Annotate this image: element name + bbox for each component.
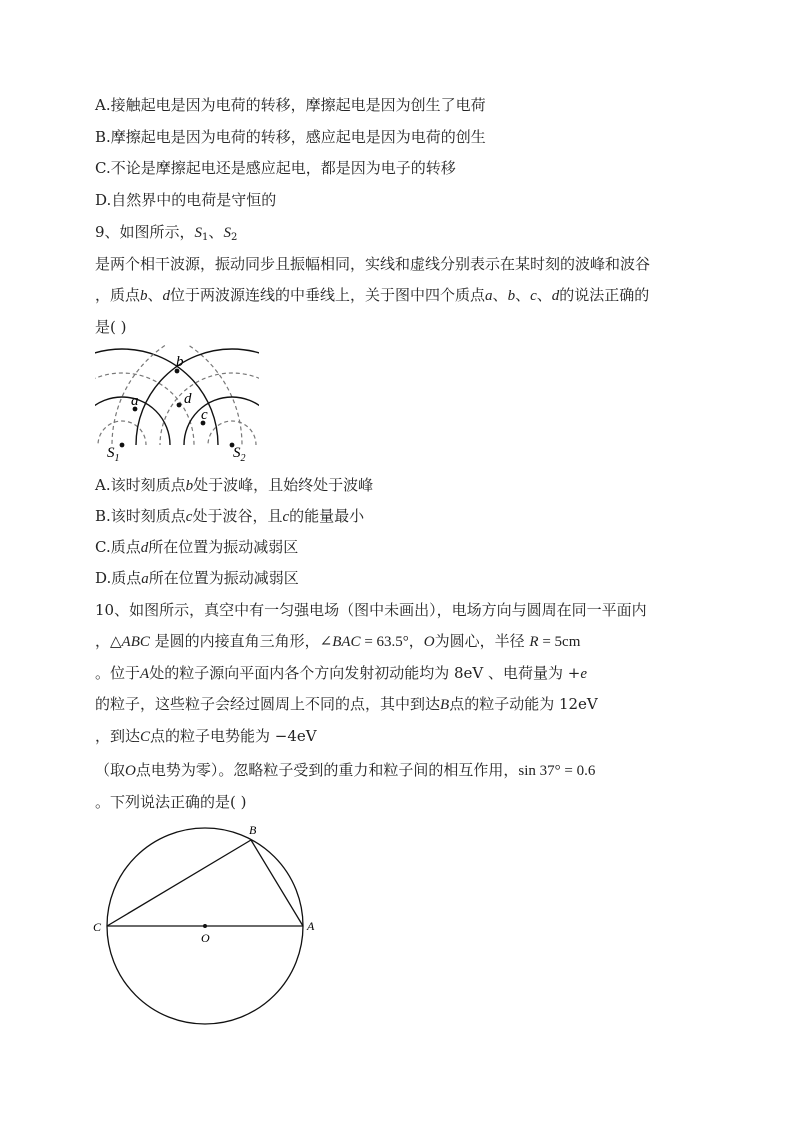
point-a-label: a (131, 393, 139, 409)
q10-stem-line1: 10、如图所示，真空中有一匀强电场（图中未画出），电场方向与圆周在同一平面内 (95, 601, 647, 619)
s2-label: $S_2$ (233, 445, 246, 464)
q9-option-c: C.质点d所在位置为振动减弱区 (95, 538, 299, 556)
segment-ba (251, 840, 303, 926)
q8-option-b: B.摩擦起电是因为电荷的转移，感应起电是因为电荷的创生 (95, 128, 486, 146)
q9-option-b: B.该时刻质点c处于波谷，且c的能量最小 (95, 507, 365, 525)
s1-label: $S_1$ (107, 445, 120, 464)
center-o-dot (203, 924, 207, 928)
q9-option-d: D.质点a所在位置为振动减弱区 (95, 569, 299, 587)
q9-stem-line1: 9、如图所示，$S_1$、$S_2$ (95, 223, 238, 243)
point-d-dot (177, 403, 182, 408)
q10-stem-line3: 。位于A处的粒子源向平面内各个方向发射初动能均为 8eV 、电荷量为 +e (95, 664, 587, 682)
q10-stem-line4: 的粒子，这些粒子会经过圆周上不同的点，其中到达B点的粒子动能为 12eV (95, 695, 598, 713)
center-o-label: O (201, 931, 210, 945)
q9-stem-line3: ，质点b、d位于两波源连线的中垂线上，关于图中四个质点a、b、c、d的说法正确的 (95, 286, 650, 304)
vertex-c-label: C (93, 920, 102, 934)
s1-source-dot (120, 443, 125, 448)
vertex-a-label: A (307, 919, 315, 933)
q9-option-a: A.该时刻质点b处于波峰，且始终处于波峰 (95, 476, 374, 494)
q9-stem-line2: 是两个相干波源，振动同步且振幅相同，实线和虚线分别表示在某时刻的波峰和波谷 (95, 255, 651, 273)
segment-cb (107, 840, 251, 926)
vertex-b-label: B (249, 823, 257, 837)
q9-stem-line4: 是( ) (95, 318, 127, 336)
wave-interference-figure (95, 345, 265, 463)
point-d-label: d (184, 391, 192, 407)
point-b-label: b (176, 354, 184, 370)
q10-stem-line7: 。下列说法正确的是( ) (95, 793, 247, 811)
point-c-label: c (201, 407, 208, 423)
q10-stem-line6: （取O点电势为零）。忽略粒子受到的重力和粒子间的相互作用，sin 37° = 0.6 (95, 761, 596, 779)
q10-stem-line5: ，到达C点的粒子电势能为 −4eV (95, 727, 317, 745)
q8-option-a: A.接触起电是因为电荷的转移，摩擦起电是因为创生了电荷 (95, 96, 486, 114)
q8-option-c: C.不论是摩擦起电还是感应起电，都是因为电子的转移 (95, 159, 456, 177)
circle-triangle-figure (90, 818, 330, 1048)
q10-stem-line2: ，△ABC 是圆的内接直角三角形，∠BAC = 63.5°，O为圆心，半径 R = 5cm (95, 632, 581, 650)
q8-option-d: D.自然界中的电荷是守恒的 (95, 191, 277, 209)
